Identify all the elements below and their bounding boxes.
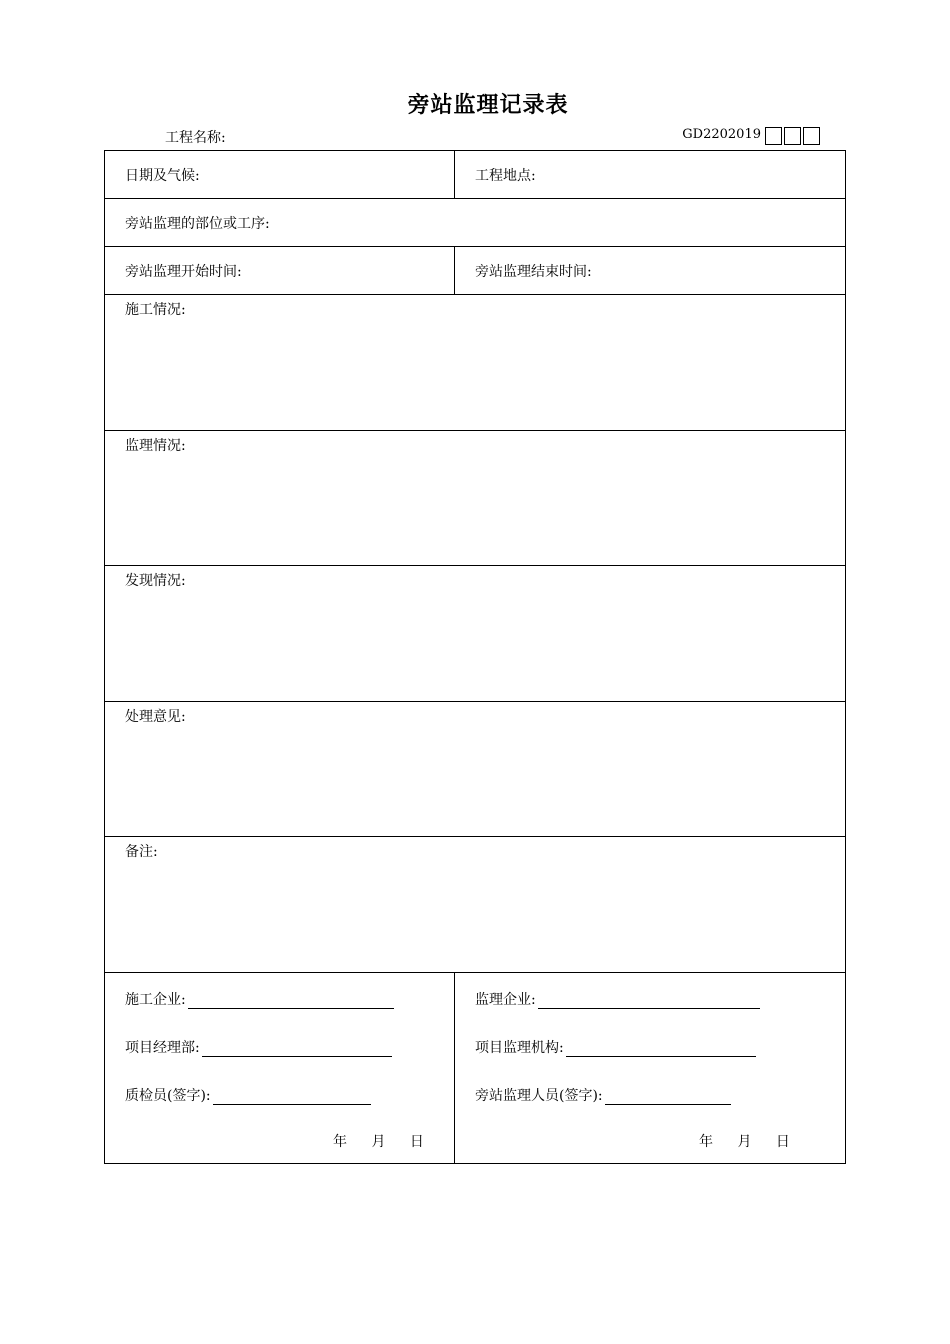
page-title: 旁站监理记录表 (407, 93, 569, 118)
location-field[interactable] (455, 151, 845, 198)
construction-label: 施工情况: (125, 302, 186, 318)
supervision-agency-input[interactable] (566, 1042, 756, 1057)
handling-label: 处理意见: (125, 709, 186, 725)
code-digit-box-1[interactable] (765, 127, 782, 145)
row-findings (105, 566, 845, 702)
start-time-field[interactable] (105, 247, 455, 294)
end-time-field[interactable] (455, 247, 845, 294)
supervisor-company-input[interactable] (538, 994, 760, 1009)
supervision-personnel-line (475, 1085, 731, 1105)
findings-field[interactable] (105, 566, 845, 701)
supervision-field[interactable] (105, 431, 845, 565)
start-time-label: 旁站监理开始时间: (125, 263, 242, 280)
part-process-label: 旁站监理的部位或工序: (125, 215, 270, 232)
supervisor-company-label: 监理企业: (475, 992, 536, 1008)
form-code (682, 125, 820, 145)
end-time-label: 旁站监理结束时间: (475, 263, 592, 280)
contractor-date-day: 日 (409, 1134, 424, 1150)
date-weather-field[interactable] (105, 151, 455, 198)
row-supervision (105, 431, 845, 566)
row-times (105, 247, 845, 295)
date-weather-label: 日期及气候: (125, 167, 200, 184)
contractor-date-year: 年 (333, 1134, 347, 1150)
inspector-line (125, 1085, 371, 1105)
row-remarks (105, 837, 845, 973)
supervision-label: 监理情况: (125, 438, 186, 454)
project-dept-label: 项目经理部: (125, 1040, 200, 1056)
code-digit-box-3[interactable] (803, 127, 820, 145)
project-dept-line (125, 1037, 392, 1057)
findings-label: 发现情况: (125, 573, 186, 589)
row-construction (105, 295, 845, 431)
supervision-personnel-signature-input[interactable] (605, 1090, 731, 1105)
contractor-company-input[interactable] (188, 994, 394, 1009)
row-signatures (105, 973, 845, 1163)
handling-field[interactable] (105, 702, 845, 836)
project-name-label: 工程名称: (165, 130, 226, 146)
contractor-date[interactable] (333, 1131, 424, 1151)
supervision-agency-line (475, 1037, 756, 1057)
project-dept-input[interactable] (202, 1042, 392, 1057)
supervisor-date-month: 月 (737, 1134, 752, 1150)
supervisor-signature-block (455, 973, 845, 1163)
record-form (104, 150, 846, 1164)
supervisor-date[interactable] (699, 1131, 790, 1151)
row-handling (105, 702, 845, 837)
row-date-location (105, 151, 845, 199)
contractor-signature-block (105, 973, 455, 1163)
code-digit-box-2[interactable] (784, 127, 801, 145)
row-part-process (105, 199, 845, 247)
supervisor-company-line (475, 989, 760, 1009)
remarks-label: 备注: (125, 844, 158, 860)
inspector-signature-input[interactable] (213, 1090, 371, 1105)
part-process-field[interactable] (105, 199, 845, 246)
location-label: 工程地点: (475, 167, 536, 184)
contractor-date-month: 月 (371, 1134, 386, 1150)
contractor-company-label: 施工企业: (125, 992, 186, 1008)
supervision-personnel-label: 旁站监理人员(签字): (475, 1088, 603, 1104)
construction-field[interactable] (105, 295, 845, 430)
supervision-agency-label: 项目监理机构: (475, 1040, 564, 1056)
remarks-field[interactable] (105, 837, 845, 972)
supervisor-date-day: 日 (775, 1134, 790, 1150)
contractor-company-line (125, 989, 394, 1009)
supervisor-date-year: 年 (699, 1134, 713, 1150)
inspector-label: 质检员(签字): (125, 1088, 211, 1104)
form-code-text: GD2202019 (682, 127, 761, 142)
